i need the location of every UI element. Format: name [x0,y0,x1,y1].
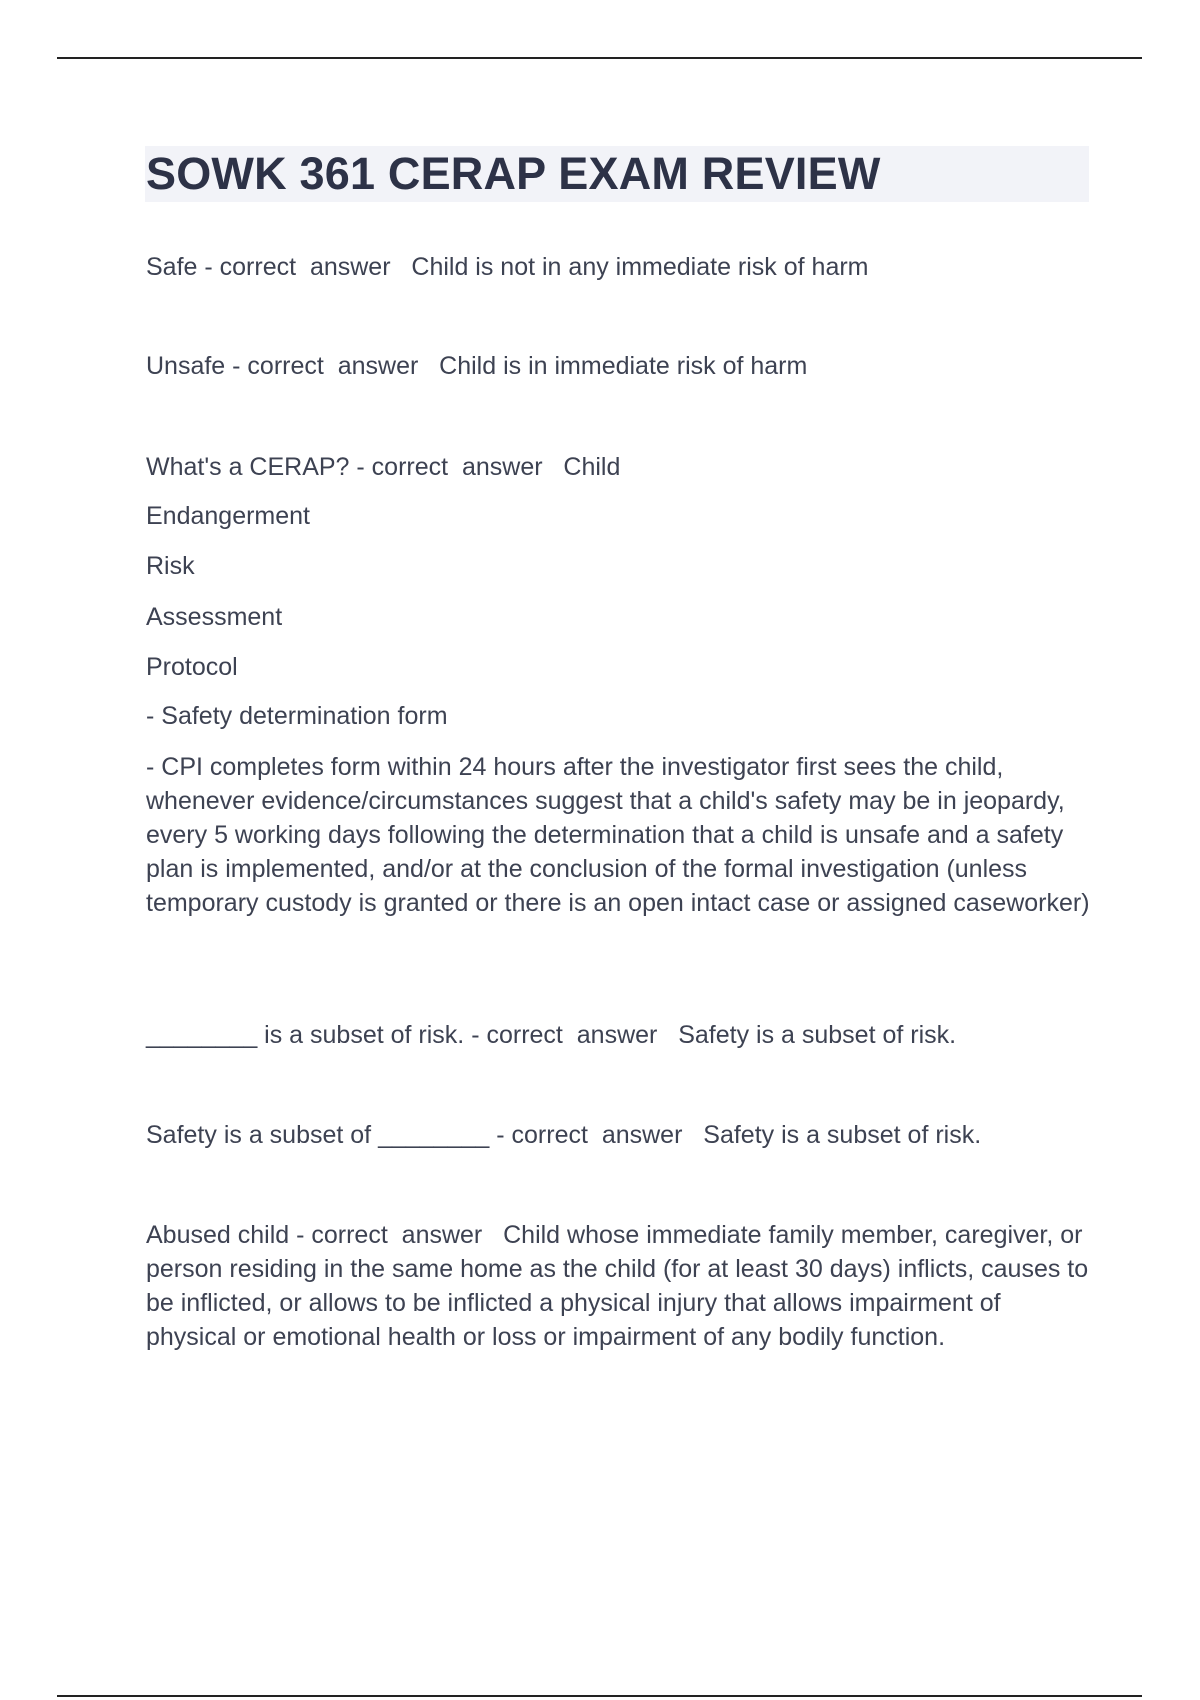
card-answer-line: Child [563,453,621,481]
card-term: Unsafe [146,352,226,380]
card-unsafe [146,349,807,383]
card-separator: - correct answer [225,352,440,380]
card-term: Safety is a subset of ________ [146,1121,490,1149]
card-answer-line: Endangerment [146,502,311,530]
card-separator: - correct answer [349,453,564,481]
card-answer-line: Protocol [146,653,238,681]
page-title: SOWK 361 CERAP EXAM REVIEW [146,148,881,199]
card-answer: Safety is a subset of risk. [678,1021,957,1049]
card-safety-subset-blank [146,1118,981,1152]
card-answer-line: Assessment [146,603,283,631]
card-separator: - correct answer [197,253,412,281]
card-answer: Safety is a subset of risk. [703,1121,982,1149]
card-answer-paragraph: - CPI completes form within 24 hours after the investigator first sees the child, whenever evidence/circumstances suggest that a child's safety may be in jeopardy, every 5 working days following the determination that a child is unsafe and a safety plan is implemented, and/or at the conclusion of the formal investigation (unless temporary custody is granted or there is an open intact case or assigned caseworker) [146,753,1090,917]
card-answer: Child whose immediate family member, caregiver, or person residing in the same home as the child (for at least 30 days) inflicts, causes to be inflicted, or allows to be inflicted a physical injury that allows impairment of physical or emotional health or loss or impairment of any bodily function. [146,1221,1089,1351]
card-term: Safe [146,253,198,281]
card-separator: - correct answer [489,1121,704,1149]
top-rule [57,57,1142,59]
card-abused-child [146,1218,1091,1354]
card-separator: - correct answer [464,1021,679,1049]
card-separator: - correct answer [289,1221,504,1249]
bottom-rule [57,1695,1142,1697]
card-answer: Child is in immediate risk of harm [439,352,808,380]
card-term: ________ is a subset of risk. [146,1021,465,1049]
card-term: What's a CERAP? [146,453,350,481]
card-answer-line: Risk [146,552,195,580]
card-safe [146,250,869,284]
card-term: Abused child [146,1221,290,1249]
card-blank-subset-of-risk [146,1018,956,1052]
card-cerap [146,450,620,484]
card-answer-line: - Safety determination form [146,702,448,730]
card-answer: Child is not in any immediate risk of harm [411,253,869,281]
